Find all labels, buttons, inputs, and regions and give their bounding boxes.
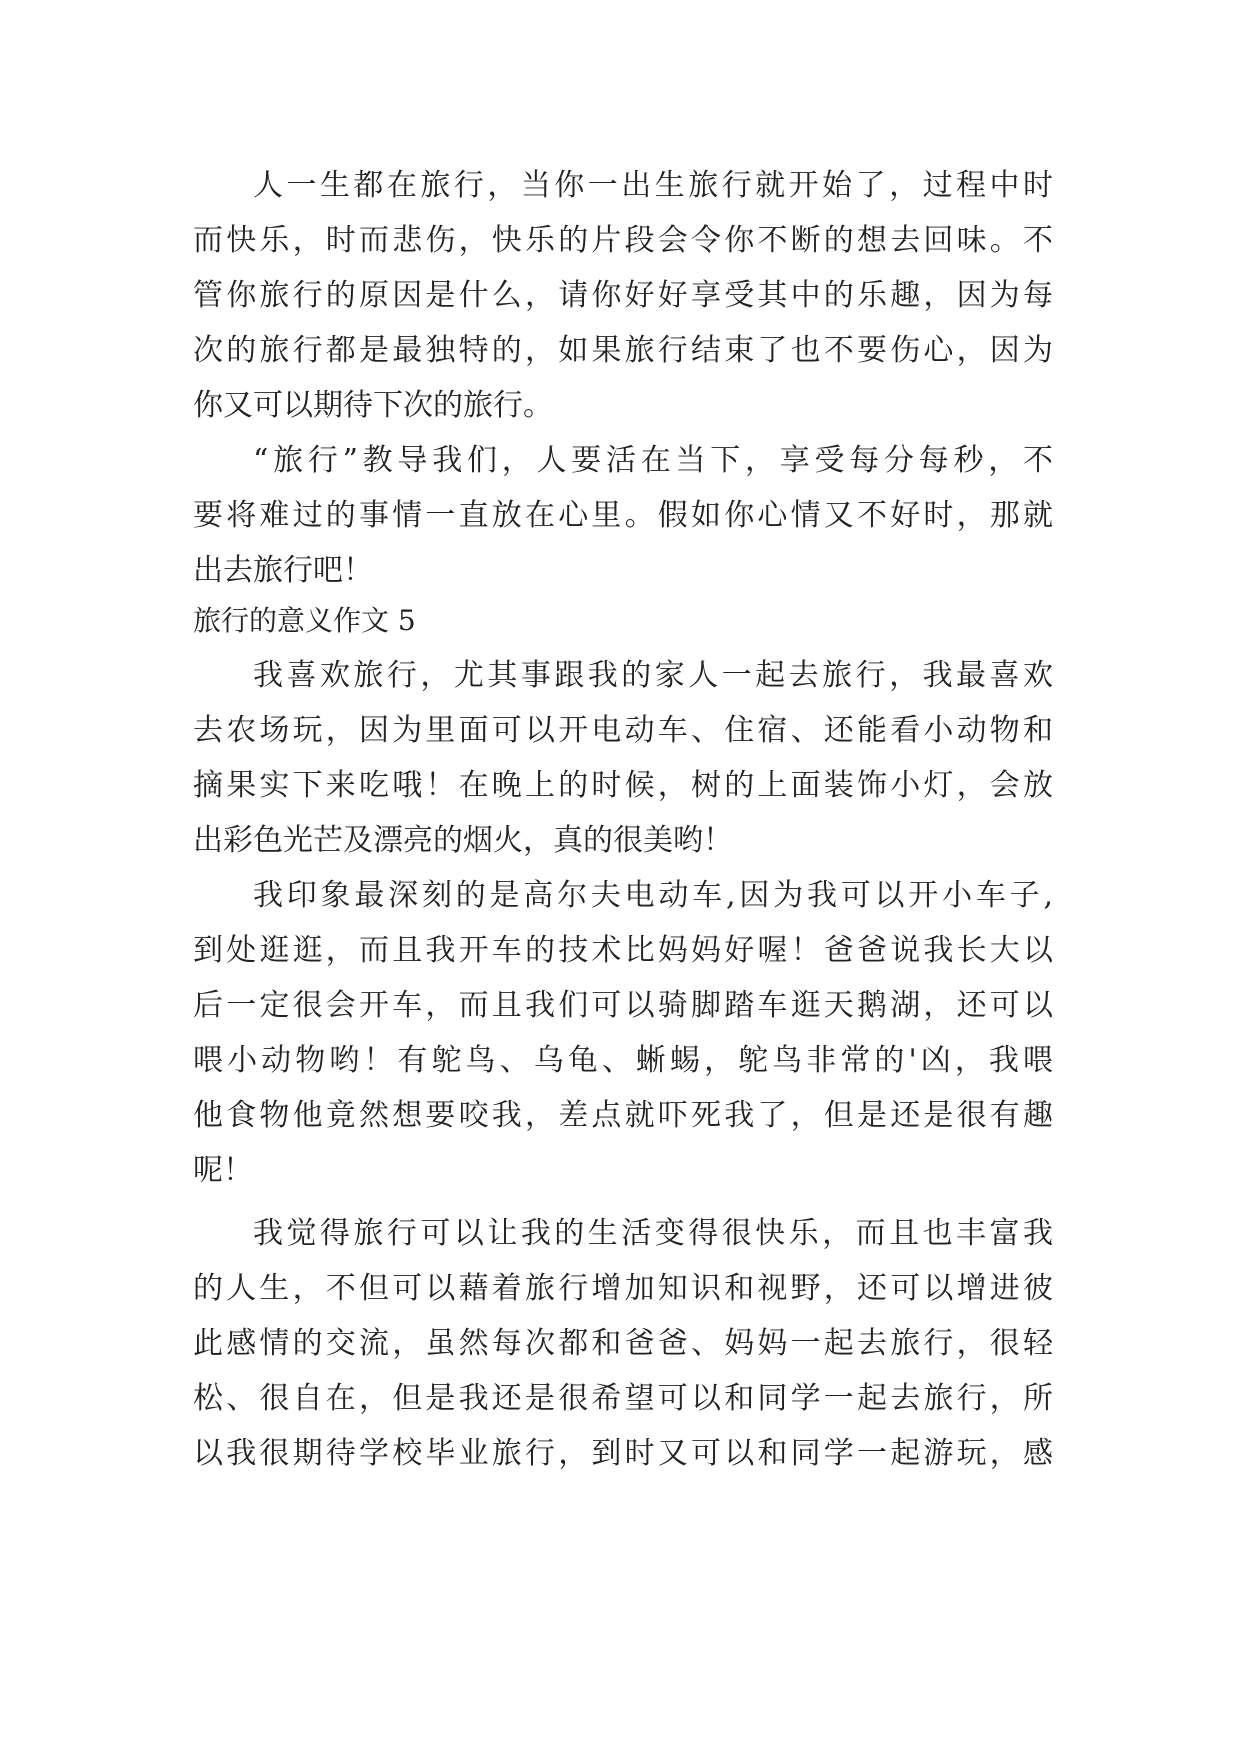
paragraph-line: 我觉得旅行可以让我的生活变得很快乐，而且也丰富我	[253, 1216, 1053, 1251]
paragraph-line: 我印象最深刻的是高尔夫电动车,因为我可以开小车子,	[253, 878, 1053, 913]
paragraph-line: 去农场玩，因为里面可以开电动车、住宿、还能看小动物和	[193, 713, 1053, 748]
paragraph-line: 此感情的交流，虽然每次都和爸爸、妈妈一起去旅行，很轻	[193, 1326, 1053, 1361]
paragraph-line: 他食物他竟然想要咬我，差点就吓死我了，但是还是很有趣	[193, 1098, 1053, 1133]
paragraph-line: 你又可以期待下次的旅行。	[193, 388, 553, 423]
paragraph-line: 人一生都在旅行，当你一出生旅行就开始了，过程中时	[253, 168, 1053, 203]
paragraph-line: 以我很期待学校毕业旅行，到时又可以和同学一起游玩，感	[193, 1436, 1053, 1471]
paragraph-line: 的人生，不但可以藉着旅行增加知识和视野，还可以增进彼	[193, 1271, 1053, 1306]
paragraph-line: 呢！	[193, 1153, 253, 1188]
paragraph-line: 我喜欢旅行，尤其事跟我的家人一起去旅行，我最喜欢	[253, 658, 1053, 693]
paragraph-line: 出彩色光芒及漂亮的烟火，真的很美哟！	[193, 823, 733, 858]
paragraph-line: 要将难过的事情一直放在心里。假如你心情又不好时，那就	[193, 498, 1053, 533]
paragraph-line: 到处逛逛，而且我开车的技术比妈妈好喔！爸爸说我长大以	[193, 933, 1053, 968]
paragraph-line: 管你旅行的原因是什么，请你好好享受其中的乐趣，因为每	[193, 278, 1053, 313]
paragraph-line: 出去旅行吧！	[193, 553, 373, 588]
paragraph-line: 后一定很会开车，而且我们可以骑脚踏车逛天鹅湖，还可以	[193, 988, 1053, 1023]
paragraph-line: 摘果实下来吃哦！在晚上的时候，树的上面装饰小灯，会放	[193, 768, 1053, 803]
paragraph-line: 次的旅行都是最独特的，如果旅行结束了也不要伤心，因为	[193, 333, 1053, 368]
paragraph-line: 而快乐，时而悲伤，快乐的片段会令你不断的想去回味。不	[193, 223, 1053, 258]
paragraph-line: 松、很自在，但是我还是很希望可以和同学一起去旅行，所	[193, 1381, 1053, 1416]
section-heading: 旅行的意义作文 5	[193, 604, 416, 637]
paragraph-line: “旅行”教导我们，人要活在当下，享受每分每秒，不	[253, 443, 1053, 478]
paragraph-line: 喂小动物哟！有鸵鸟、乌龟、蜥蜴，鸵鸟非常的'凶，我喂	[193, 1043, 1053, 1078]
